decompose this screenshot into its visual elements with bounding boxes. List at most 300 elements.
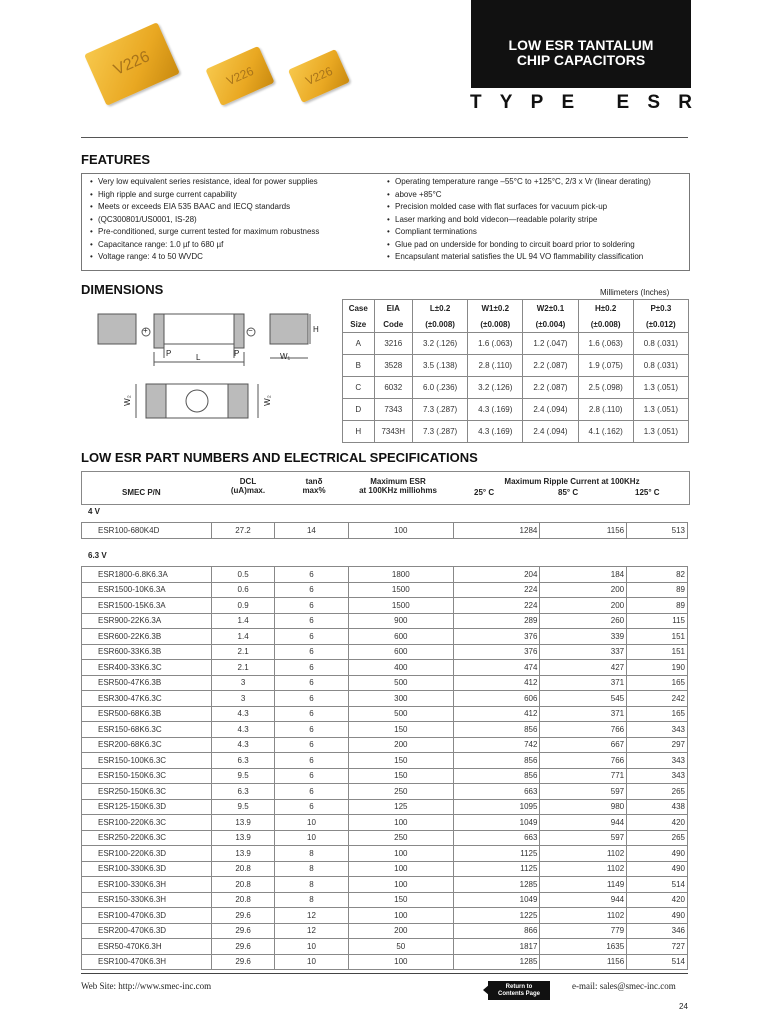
- table-cell: 1500: [348, 598, 453, 614]
- table-cell: 606: [453, 691, 540, 707]
- feature-item: • Laser marking and bold videcon—readable polarity stripe: [387, 214, 687, 227]
- table-row: [343, 377, 689, 399]
- table-cell: 29.6: [212, 908, 275, 924]
- table-cell: 115: [627, 613, 688, 629]
- table-cell: 944: [540, 815, 627, 831]
- features-left-column: [90, 176, 380, 264]
- feature-item: • High ripple and surge current capability: [90, 189, 380, 202]
- table-cell: 224: [453, 582, 540, 598]
- table-cell: 427: [540, 660, 627, 676]
- table-cell: 412: [453, 706, 540, 722]
- part-number-cell: ESR125-150K6.3D: [82, 799, 212, 815]
- header-125c: 125° C: [635, 488, 660, 497]
- website-link[interactable]: Web Site: http://www.smec-inc.com: [81, 981, 212, 991]
- table-cell: 7343H: [374, 421, 412, 443]
- table-cell: 10: [275, 939, 349, 955]
- table-cell: 1125: [453, 861, 540, 877]
- table-cell: 224: [453, 598, 540, 614]
- table-cell: 1800: [348, 567, 453, 583]
- table-cell: 150: [348, 722, 453, 738]
- type-letter: Y: [499, 92, 513, 113]
- table-cell: 1156: [540, 523, 627, 539]
- header-ripple: Maximum Ripple Current at 100KHz: [504, 477, 640, 486]
- table-cell: 6: [275, 768, 349, 784]
- table-row: [82, 815, 688, 831]
- part-number-cell: ESR100-680K4D: [82, 523, 212, 539]
- table-cell: 6: [275, 567, 349, 583]
- table-cell: 2.1: [212, 660, 275, 676]
- table-cell: 376: [453, 629, 540, 645]
- table-cell: 265: [627, 830, 688, 846]
- part-number-cell: ESR600-33K6.3B: [82, 644, 212, 660]
- table-cell: 260: [540, 613, 627, 629]
- table-row: [82, 629, 688, 645]
- page-number: 24: [679, 1002, 688, 1011]
- table-cell: 165: [627, 706, 688, 722]
- table-cell: 1156: [540, 954, 627, 970]
- table-cell: 6032: [374, 377, 412, 399]
- col-header: (±0.008): [468, 316, 523, 333]
- specs-heading: LOW ESR PART NUMBERS AND ELECTRICAL SPECIFICATIONS: [81, 450, 478, 465]
- table-cell: 89: [627, 582, 688, 598]
- table-cell: 151: [627, 629, 688, 645]
- table-row: [82, 939, 688, 955]
- type-letter: R: [678, 92, 692, 113]
- table-cell: 1102: [540, 908, 627, 924]
- table-cell: D: [343, 399, 375, 421]
- table-cell: 1102: [540, 846, 627, 862]
- table-cell: 1102: [540, 861, 627, 877]
- part-number-cell: ESR100-220K6.3D: [82, 846, 212, 862]
- table-cell: 10: [275, 830, 349, 846]
- table-cell: 3.2 (.126): [468, 377, 523, 399]
- table-cell: 6: [275, 644, 349, 660]
- header-esr: [346, 477, 450, 495]
- table-cell: 100: [348, 846, 453, 862]
- header-esr-line2: at 100KHz milliohms: [359, 486, 437, 495]
- feature-item: • Compliant terminations: [387, 226, 687, 239]
- col-header: H±0.2: [578, 300, 633, 317]
- table-cell: 200: [540, 598, 627, 614]
- type-letter: S: [647, 92, 661, 113]
- chip-marking: V226: [111, 48, 153, 79]
- part-number-cell: ESR100-470K6.3H: [82, 954, 212, 970]
- table-cell: 4.3: [212, 706, 275, 722]
- table-cell: 100: [348, 523, 453, 539]
- height-label: H: [313, 325, 319, 334]
- table-cell: 597: [540, 784, 627, 800]
- table-cell: 500: [348, 675, 453, 691]
- part-number-cell: ESR100-330K6.3D: [82, 861, 212, 877]
- table-row: [82, 523, 688, 539]
- table-cell: 346: [627, 923, 688, 939]
- table-row: [82, 722, 688, 738]
- table-cell: 2.8 (.110): [578, 399, 633, 421]
- table-cell: 3528: [374, 355, 412, 377]
- table-cell: B: [343, 355, 375, 377]
- table-cell: 663: [453, 784, 540, 800]
- table-cell: 900: [348, 613, 453, 629]
- col-header: (±0.004): [523, 316, 578, 333]
- table-row: [82, 830, 688, 846]
- part-number-cell: ESR300-47K6.3C: [82, 691, 212, 707]
- table-cell: 1125: [453, 846, 540, 862]
- table-cell: 1817: [453, 939, 540, 955]
- dimensions-header-row: [343, 300, 689, 317]
- part-number-cell: ESR150-150K6.3C: [82, 768, 212, 784]
- product-title-box: [471, 0, 691, 88]
- feature-item: • Very low equivalent series resistance, ideal for power supplies: [90, 176, 380, 189]
- feature-item: • Encapsulant material satisfies the UL 94 VO flammability classification: [387, 251, 687, 264]
- table-cell: 1284: [453, 523, 540, 539]
- table-row: [82, 923, 688, 939]
- table-cell: 513: [627, 523, 688, 539]
- table-cell: 150: [348, 753, 453, 769]
- feature-item: • Glue pad on underside for bonding to circuit board prior to soldering: [387, 239, 687, 252]
- table-cell: 1049: [453, 815, 540, 831]
- footer-divider: [81, 973, 688, 974]
- part-number-cell: ESR100-220K6.3C: [82, 815, 212, 831]
- col-header: EIA: [374, 300, 412, 317]
- table-cell: 200: [348, 737, 453, 753]
- pad-label-right: P: [234, 349, 240, 358]
- table-cell: 165: [627, 675, 688, 691]
- dimensions-table: [342, 299, 689, 443]
- table-cell: 1095: [453, 799, 540, 815]
- table-cell: 6: [275, 722, 349, 738]
- table-cell: 4.3: [212, 722, 275, 738]
- table-cell: 667: [540, 737, 627, 753]
- table-cell: 20.8: [212, 892, 275, 908]
- table-cell: 412: [453, 675, 540, 691]
- table-cell: 1635: [540, 939, 627, 955]
- table-cell: 20.8: [212, 877, 275, 893]
- table-cell: 1.3 (.051): [633, 399, 688, 421]
- type-letter: E: [616, 92, 630, 113]
- table-row: [82, 768, 688, 784]
- table-cell: 4.3 (.169): [468, 399, 523, 421]
- table-row: [343, 355, 689, 377]
- voltage-group-4v: 4 V: [88, 507, 101, 516]
- table-cell: 265: [627, 784, 688, 800]
- header-dcl-line1: DCL: [239, 477, 257, 486]
- part-number-cell: ESR1800-6.8K6.3A: [82, 567, 212, 583]
- table-cell: 8: [275, 846, 349, 862]
- features-heading: FEATURES: [81, 152, 151, 167]
- table-cell: 600: [348, 644, 453, 660]
- table-cell: 1049: [453, 892, 540, 908]
- header-tan: [278, 477, 350, 495]
- table-cell: 3.2 (.126): [412, 333, 467, 355]
- table-cell: 3.5 (.138): [412, 355, 467, 377]
- header-dcl-line2: (uA)max.: [230, 486, 266, 495]
- return-label-line1: Return to: [505, 983, 533, 990]
- table-cell: 1500: [348, 582, 453, 598]
- table-cell: 89: [627, 598, 688, 614]
- table-cell: 727: [627, 939, 688, 955]
- table-row: [82, 675, 688, 691]
- part-number-cell: ESR200-68K6.3C: [82, 737, 212, 753]
- units-note: Millimeters (Inches): [600, 288, 670, 297]
- table-cell: 6.3: [212, 784, 275, 800]
- table-row: [343, 399, 689, 421]
- table-cell: 6: [275, 675, 349, 691]
- table-cell: 184: [540, 567, 627, 583]
- feature-item-continuation: • above +85°C: [387, 189, 687, 202]
- table-cell: 1.3 (.051): [633, 421, 688, 443]
- table-cell: 337: [540, 644, 627, 660]
- table-row: [82, 846, 688, 862]
- feature-item: • Meets or exceeds EIA 535 BAAC and IECQ standards: [90, 201, 380, 214]
- table-cell: 10: [275, 815, 349, 831]
- table-row: [82, 691, 688, 707]
- table-cell: A: [343, 333, 375, 355]
- table-cell: 29.6: [212, 939, 275, 955]
- table-cell: 82: [627, 567, 688, 583]
- type-letter: T: [470, 92, 482, 113]
- table-cell: 13.9: [212, 846, 275, 862]
- table-cell: 2.2 (.087): [523, 355, 578, 377]
- header-pn: SMEC P/N: [122, 488, 161, 497]
- type-letter: E: [561, 92, 575, 113]
- table-cell: 125: [348, 799, 453, 815]
- part-number-cell: ESR1500-10K6.3A: [82, 582, 212, 598]
- return-label-line2: Contents Page: [497, 990, 540, 997]
- type-letter: P: [530, 92, 544, 113]
- table-cell: 6: [275, 660, 349, 676]
- voltage-group-6-3v: 6.3 V: [88, 551, 107, 560]
- table-cell: 400: [348, 660, 453, 676]
- table-cell: 0.6: [212, 582, 275, 598]
- table-cell: 6: [275, 613, 349, 629]
- table-cell: 7.3 (.287): [412, 399, 467, 421]
- width2-label-right: W₂: [262, 395, 272, 406]
- col-header: Size: [343, 316, 375, 333]
- table-cell: 7343: [374, 399, 412, 421]
- table-row: [343, 333, 689, 355]
- feature-item-continuation: • (QC300801/US0001, IS-28): [90, 214, 380, 227]
- col-header: (±0.008): [578, 316, 633, 333]
- table-row: [82, 799, 688, 815]
- table-cell: 597: [540, 830, 627, 846]
- dimension-diagram: [88, 302, 338, 442]
- chip-photo-medium: [205, 46, 274, 106]
- table-cell: 20.8: [212, 861, 275, 877]
- table-cell: 1225: [453, 908, 540, 924]
- table-row: [82, 908, 688, 924]
- part-number-cell: ESR250-220K6.3C: [82, 830, 212, 846]
- col-header: Code: [374, 316, 412, 333]
- table-cell: 980: [540, 799, 627, 815]
- table-cell: 2.4 (.094): [523, 421, 578, 443]
- table-cell: 1.4: [212, 629, 275, 645]
- part-number-cell: ESR100-330K6.3H: [82, 877, 212, 893]
- table-cell: 6: [275, 598, 349, 614]
- table-cell: 438: [627, 799, 688, 815]
- col-header: (±0.008): [412, 316, 467, 333]
- table-cell: 343: [627, 722, 688, 738]
- table-cell: 289: [453, 613, 540, 629]
- product-title-line2: CHIP CAPACITORS: [516, 52, 646, 68]
- table-cell: 856: [453, 768, 540, 784]
- table-row: [82, 613, 688, 629]
- col-header: (±0.012): [633, 316, 688, 333]
- table-cell: 6: [275, 691, 349, 707]
- table-cell: 29.6: [212, 923, 275, 939]
- table-row: [82, 660, 688, 676]
- features-right-column: [387, 176, 687, 264]
- table-row: [82, 877, 688, 893]
- table-cell: 13.9: [212, 815, 275, 831]
- feature-item: • Precision molded case with flat surfaces for vacuum pick-up: [387, 201, 687, 214]
- part-number-cell: ESR250-150K6.3C: [82, 784, 212, 800]
- part-number-cell: ESR150-330K6.3H: [82, 892, 212, 908]
- table-cell: 371: [540, 706, 627, 722]
- table-cell: 1.6 (.063): [468, 333, 523, 355]
- chip-photo-small: [288, 49, 350, 103]
- table-cell: 3: [212, 675, 275, 691]
- specs-header: [81, 471, 690, 505]
- table-cell: 300: [348, 691, 453, 707]
- table-cell: 742: [453, 737, 540, 753]
- table-cell: 6: [275, 706, 349, 722]
- table-cell: 6.3: [212, 753, 275, 769]
- table-cell: 856: [453, 753, 540, 769]
- table-cell: 371: [540, 675, 627, 691]
- table-cell: 6: [275, 629, 349, 645]
- email-link[interactable]: e-mail: sales@smec-inc.com: [572, 981, 676, 991]
- table-cell: 6: [275, 799, 349, 815]
- feature-item: • Voltage range: 4 to 50 WVDC: [90, 251, 380, 264]
- header-tan-line2: max%: [302, 486, 326, 495]
- table-cell: 0.5: [212, 567, 275, 583]
- polarity-plus-label: +: [143, 326, 148, 335]
- table-row: [82, 582, 688, 598]
- table-cell: 0.8 (.031): [633, 333, 688, 355]
- return-to-contents-button[interactable]: [488, 981, 550, 1000]
- table-cell: 8: [275, 877, 349, 893]
- table-cell: 1.6 (.063): [578, 333, 633, 355]
- header-85c: 85° C: [558, 488, 579, 497]
- table-cell: C: [343, 377, 375, 399]
- features-box: [81, 173, 690, 271]
- part-number-cell: ESR100-470K6.3D: [82, 908, 212, 924]
- table-cell: 3: [212, 691, 275, 707]
- table-cell: 6: [275, 784, 349, 800]
- col-header: Case: [343, 300, 375, 317]
- table-cell: 13.9: [212, 830, 275, 846]
- table-cell: 151: [627, 644, 688, 660]
- header-dcl: [218, 477, 278, 495]
- table-row: [343, 421, 689, 443]
- table-cell: 9.5: [212, 768, 275, 784]
- col-header: P±0.3: [633, 300, 688, 317]
- table-cell: 4.3 (.169): [468, 421, 523, 443]
- chip-photo-large: [84, 22, 180, 106]
- header-divider: [81, 137, 688, 138]
- chip-marking: V226: [303, 63, 335, 89]
- table-cell: 779: [540, 923, 627, 939]
- table-cell: 204: [453, 567, 540, 583]
- table-cell: 100: [348, 908, 453, 924]
- table-row: [82, 784, 688, 800]
- table-cell: 9.5: [212, 799, 275, 815]
- table-cell: 1149: [540, 877, 627, 893]
- table-cell: 8: [275, 861, 349, 877]
- specs-table-4v: [81, 522, 688, 539]
- part-number-cell: ESR600-22K6.3B: [82, 629, 212, 645]
- table-cell: 29.6: [212, 954, 275, 970]
- col-header: L±0.2: [412, 300, 467, 317]
- width2-label-left: W₂: [122, 395, 132, 406]
- table-cell: 2.4 (.094): [523, 399, 578, 421]
- table-cell: 200: [348, 923, 453, 939]
- table-row: [82, 706, 688, 722]
- pad-label-left: P: [166, 349, 172, 358]
- part-number-cell: ESR150-100K6.3C: [82, 753, 212, 769]
- table-cell: 474: [453, 660, 540, 676]
- table-cell: 1285: [453, 954, 540, 970]
- table-cell: 150: [348, 892, 453, 908]
- table-cell: 100: [348, 954, 453, 970]
- feature-item: • Capacitance range: 1.0 µf to 680 µf: [90, 239, 380, 252]
- table-cell: 1.3 (.051): [633, 377, 688, 399]
- table-row: [82, 892, 688, 908]
- table-cell: 2.8 (.110): [468, 355, 523, 377]
- table-cell: 27.2: [212, 523, 275, 539]
- table-cell: 766: [540, 722, 627, 738]
- header-25c: 25° C: [474, 488, 495, 497]
- chip-marking: V226: [224, 63, 256, 89]
- type-esr-heading: [470, 92, 692, 114]
- table-cell: 8: [275, 892, 349, 908]
- table-cell: 766: [540, 753, 627, 769]
- table-cell: 1285: [453, 877, 540, 893]
- table-cell: 4.1 (.162): [578, 421, 633, 443]
- table-cell: 500: [348, 706, 453, 722]
- part-number-cell: ESR150-68K6.3C: [82, 722, 212, 738]
- table-cell: 1.9 (.075): [578, 355, 633, 377]
- table-cell: 10: [275, 954, 349, 970]
- table-row: [82, 861, 688, 877]
- table-cell: 6.0 (.236): [412, 377, 467, 399]
- table-cell: 2.1: [212, 644, 275, 660]
- table-cell: 339: [540, 629, 627, 645]
- table-cell: 6: [275, 582, 349, 598]
- table-cell: 2.5 (.098): [578, 377, 633, 399]
- table-cell: 3216: [374, 333, 412, 355]
- part-number-cell: ESR50-470K6.3H: [82, 939, 212, 955]
- table-cell: 12: [275, 923, 349, 939]
- table-cell: 866: [453, 923, 540, 939]
- table-cell: 420: [627, 892, 688, 908]
- part-number-cell: ESR500-68K6.3B: [82, 706, 212, 722]
- table-cell: 190: [627, 660, 688, 676]
- table-cell: 100: [348, 877, 453, 893]
- part-number-cell: ESR900-22K6.3A: [82, 613, 212, 629]
- table-cell: 297: [627, 737, 688, 753]
- table-cell: 1.4: [212, 613, 275, 629]
- table-cell: 420: [627, 815, 688, 831]
- table-cell: 100: [348, 861, 453, 877]
- table-cell: 343: [627, 768, 688, 784]
- table-cell: 514: [627, 877, 688, 893]
- header-tan-line1: tanδ: [305, 477, 323, 486]
- dimensions-header-row: [343, 316, 689, 333]
- table-row: [82, 644, 688, 660]
- part-number-cell: ESR400-33K6.3C: [82, 660, 212, 676]
- table-row: [82, 954, 688, 970]
